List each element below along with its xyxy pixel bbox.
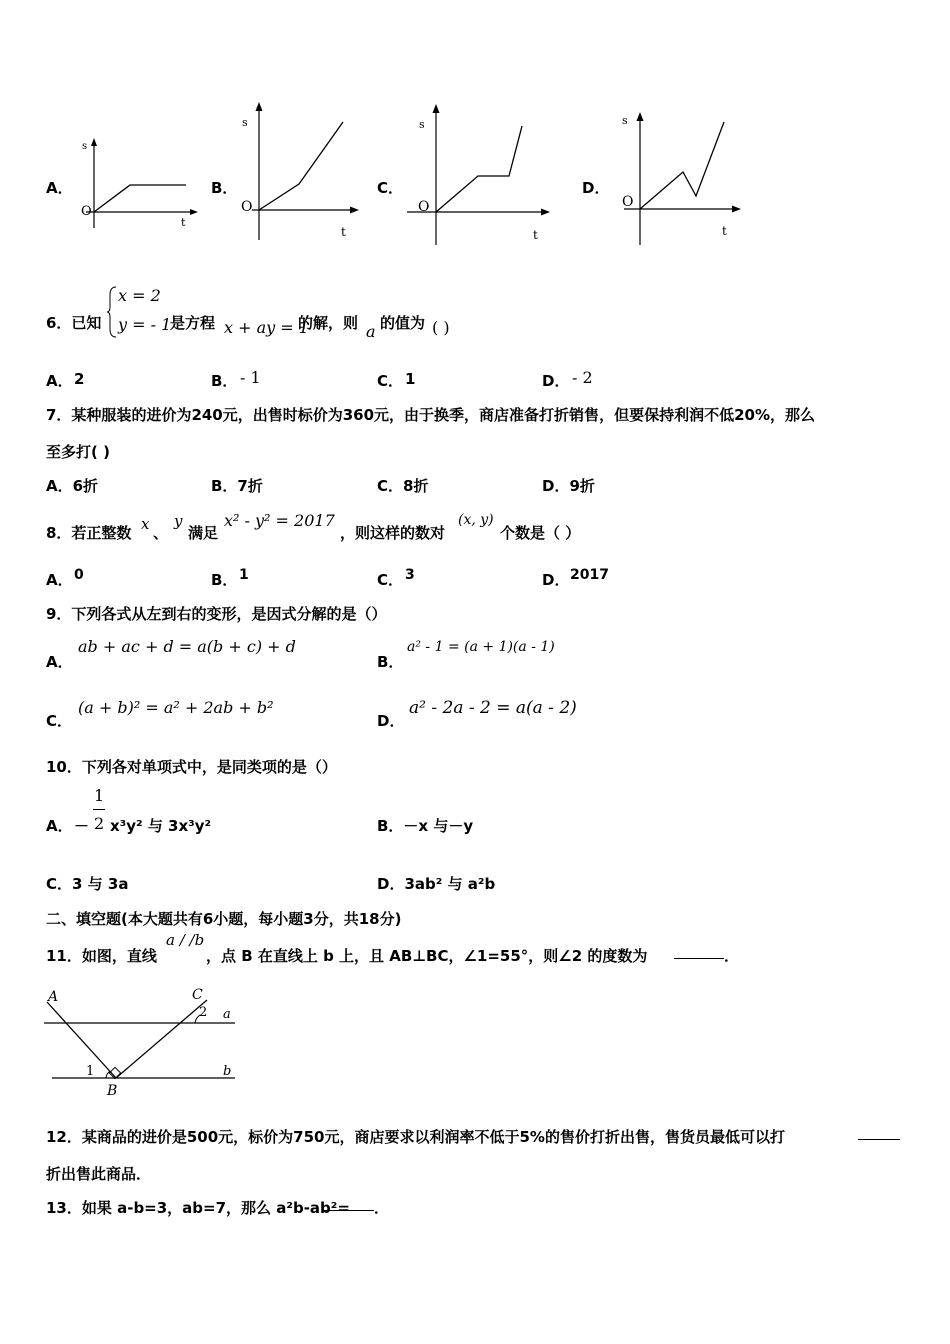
q7-opt-d: D．9折 xyxy=(542,477,595,495)
q8-sep: 、 xyxy=(153,524,169,542)
q10-opt-d: D．3ab² 与 a²b xyxy=(377,875,496,893)
q11-label-c-point: C xyxy=(192,987,203,1003)
q8-opt-b-label: B． xyxy=(211,571,238,589)
q5-graph-d xyxy=(608,108,748,248)
q6-opt-b: - 1 xyxy=(240,368,261,387)
q11-label-a-point: A xyxy=(48,989,59,1005)
q12-answer-blank[interactable] xyxy=(858,1125,900,1144)
q10-opt-c: C．3 与 3a xyxy=(46,875,129,893)
q11-parallel: a / /b xyxy=(166,931,205,949)
q8-x: x xyxy=(141,515,150,533)
q5-d-s: s xyxy=(622,114,628,127)
q11-label-line-a: a xyxy=(223,1007,231,1022)
q10-opt-a-minus: － xyxy=(74,817,90,835)
q8-mid2: ，则这样的数对 xyxy=(340,524,446,542)
q9-opt-b: a² - 1 = (a + 1)(a - 1) xyxy=(407,639,555,655)
q11-figure xyxy=(40,983,245,1098)
q10-opt-a-denominator: 2 xyxy=(94,814,105,833)
q8-opt-c: 3 xyxy=(405,567,415,583)
q5-option-b-label: B． xyxy=(211,179,238,197)
q6-suffix: 的值为 xyxy=(380,314,426,332)
q6-opt-d: - 2 xyxy=(572,368,593,387)
q6-brace xyxy=(106,285,118,339)
q9-opt-c-label: C． xyxy=(46,712,73,730)
q7-line2: 至多打( ) xyxy=(46,443,110,461)
q5-b-s: s xyxy=(242,116,248,129)
q5-d-o: O xyxy=(622,194,634,210)
q9-opt-a-label: A． xyxy=(46,653,73,671)
q5-graph-a xyxy=(76,136,201,236)
q11-end: ． xyxy=(724,947,740,965)
q6-mid2: 的解，则 xyxy=(298,314,359,332)
q5-a-s: s xyxy=(82,141,88,152)
q11-prefix: 11．如图，直线 xyxy=(46,947,157,965)
q6-equation: x + ay = 1 xyxy=(224,318,309,337)
q5-d-t: t xyxy=(722,224,727,238)
q6-opt-a: 2 xyxy=(74,370,85,388)
q5-option-d-label: D． xyxy=(582,179,610,197)
q11-label-b-point: B xyxy=(107,1083,118,1098)
q8-y: y xyxy=(174,512,183,530)
q12-line2: 折出售此商品． xyxy=(46,1165,152,1183)
q8-pair: (x, y) xyxy=(458,512,494,528)
q8-opt-d-label: D． xyxy=(542,571,570,589)
q11-label-angle1: 1 xyxy=(86,1064,95,1079)
q10-opt-a-rest: x³y² 与 3x³y² xyxy=(110,817,212,835)
q8-suffix: 个数是（ ） xyxy=(500,524,581,542)
q7-opt-a: A．6折 xyxy=(46,477,99,495)
q7-line1: 7．某种服装的进价为240元，出售时标价为360元，由于换季，商店准备打折销售，但要保持利润不低20%，那么 xyxy=(46,406,815,424)
q9-opt-b-label: B． xyxy=(377,653,404,671)
q6-opt-b-label: B． xyxy=(211,372,238,390)
q6-paren: ( ) xyxy=(432,318,450,337)
q5-graph-c xyxy=(405,98,555,248)
q5-c-t: t xyxy=(533,228,538,242)
q8-opt-b: 1 xyxy=(239,567,249,583)
q8-opt-a: 0 xyxy=(74,567,84,583)
q8-prefix: 8．若正整数 xyxy=(46,524,132,542)
q13-text: 13．如果 a-b=3，ab=7，那么 a²b-ab²= xyxy=(46,1199,350,1217)
q9-opt-d-label: D． xyxy=(377,712,405,730)
q10-opt-a-numerator: 1 xyxy=(94,786,105,805)
q11-text: ，点 B 在直线上 b 上，且 AB⊥BC，∠1=55°，则∠2 的度数为 xyxy=(206,947,648,965)
q9-title: 9．下列各式从左到右的变形，是因式分解的是（） xyxy=(46,605,387,623)
q5-b-o: O xyxy=(241,199,253,215)
q10-title: 10．下列各对单项式中，是同类项的是（） xyxy=(46,758,337,776)
q6-system-line2: y = - 1 xyxy=(118,315,172,334)
q6-mid: 是方程 xyxy=(170,314,216,332)
q5-a-o: O xyxy=(81,204,92,219)
q5-c-o: O xyxy=(418,199,430,215)
q10-fraction-bar xyxy=(93,809,105,810)
q8-opt-a-label: A． xyxy=(46,571,73,589)
q6-opt-c: 1 xyxy=(405,370,416,388)
q9-opt-d: a² - 2a - 2 = a(a - 2) xyxy=(409,698,577,718)
q8-opt-c-label: C． xyxy=(377,571,404,589)
q12-line1: 12．某商品的进价是500元，标价为750元，商店要求以利润率不低于5%的售价打折出售，售货员最低可以打 xyxy=(46,1128,785,1146)
q9-opt-a: ab + ac + d = a(b + c) + d xyxy=(78,637,296,656)
q6-opt-a-label: A． xyxy=(46,372,73,390)
q10-opt-b: B．－x 与－y xyxy=(377,817,474,835)
q8-equation: x² - y² = 2017 xyxy=(224,511,335,530)
q5-a-t: t xyxy=(181,216,186,229)
q11-answer-blank[interactable] xyxy=(674,944,724,963)
q5-option-c-label: C． xyxy=(377,179,404,197)
q13-answer-blank[interactable] xyxy=(324,1196,374,1215)
q9-opt-c: (a + b)² = a² + 2ab + b² xyxy=(78,698,274,717)
q7-opt-b: B．7折 xyxy=(211,477,263,495)
q6-prefix: 6．已知 xyxy=(46,314,102,332)
q7-opt-c: C．8折 xyxy=(377,477,429,495)
q5-b-t: t xyxy=(341,225,346,239)
q5-option-a-label: A． xyxy=(46,179,73,197)
q5-graph-b xyxy=(238,98,368,246)
q10-opt-a-label: A． xyxy=(46,817,73,835)
q6-system-line1: x = 2 xyxy=(118,286,161,305)
q11-label-angle2: 2 xyxy=(199,1005,208,1020)
section2-title: 二、填空题(本大题共有6小题，每小题3分，共18分) xyxy=(46,910,402,928)
q11-label-line-b: b xyxy=(223,1064,232,1079)
q13-end: ． xyxy=(374,1199,390,1217)
q6-opt-d-label: D． xyxy=(542,372,570,390)
q6-var: a xyxy=(366,322,376,341)
q6-opt-c-label: C． xyxy=(377,372,404,390)
q5-c-s: s xyxy=(419,118,425,131)
q8-mid: 满足 xyxy=(188,524,219,542)
q8-opt-d: 2017 xyxy=(570,567,609,583)
